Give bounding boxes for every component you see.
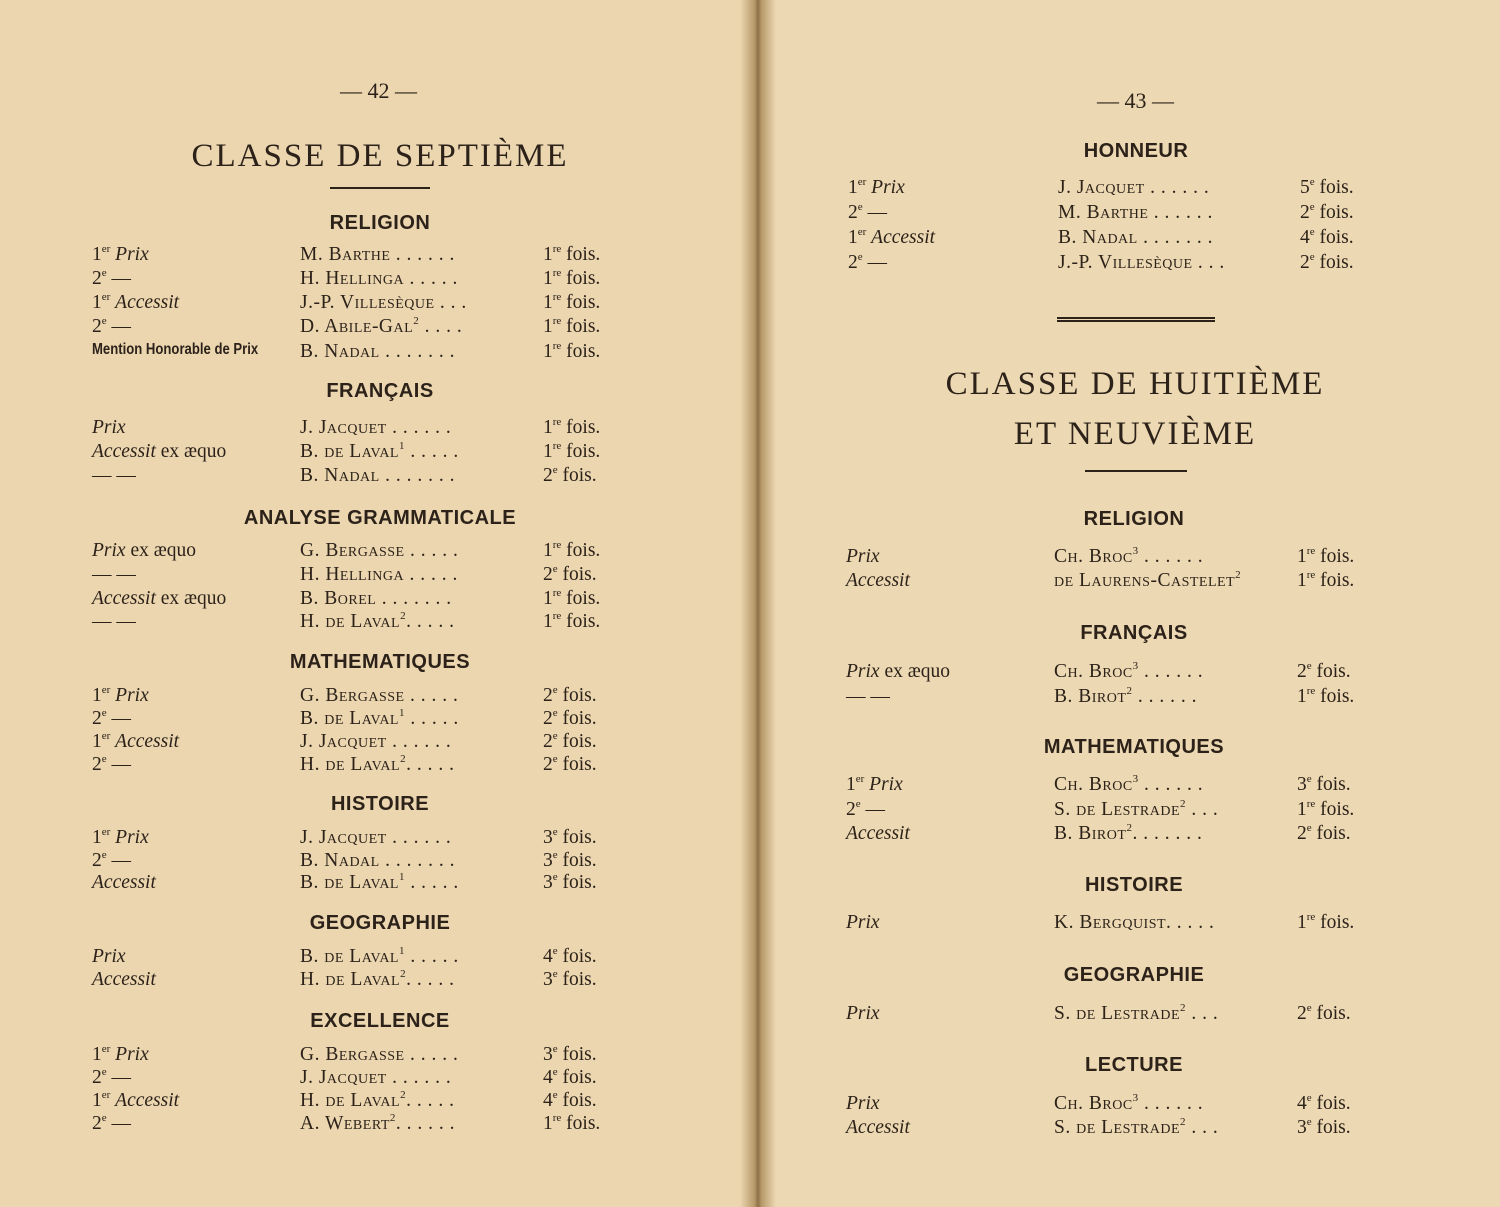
prize-count: 3e fois. <box>1297 1116 1351 1138</box>
student-name: B. Nadal . . . . . . . <box>1058 227 1213 248</box>
prize-count: 2e fois. <box>543 707 597 729</box>
award-rank: 1er Prix <box>92 1043 149 1065</box>
prize-count: 1re fois. <box>543 539 601 561</box>
award-rank: Prix <box>846 912 880 933</box>
prize-count: 1re fois. <box>543 340 601 362</box>
award-rank: Accessit <box>846 570 910 591</box>
prize-count: 4e fois. <box>543 1089 597 1111</box>
section-heading: ANALYSE GRAMMATICALE <box>243 507 517 529</box>
student-name: B. Nadal . . . . . . . <box>300 341 455 362</box>
award-rank: Accessit <box>846 1117 910 1138</box>
prize-count: 1re fois. <box>1297 685 1355 707</box>
award-rank: 1er Prix <box>92 243 149 265</box>
section-heading: FRANÇAIS <box>1080 622 1188 644</box>
prize-count: 2e fois. <box>543 563 597 585</box>
student-name: B. de Laval$^1$ . . . . . <box>300 440 459 462</box>
class-title-huitieme: CLASSE DE HUITIÈME <box>945 366 1325 402</box>
student-name: H. de Laval$^2$. . . . . <box>300 610 455 632</box>
section-heading: MATHEMATIQUES <box>1043 736 1225 758</box>
prize-count: 1re fois. <box>1297 569 1355 591</box>
student-name: B. de Laval$^1$ . . . . . <box>300 945 459 967</box>
student-name: M. Barthe . . . . . . <box>1058 202 1213 223</box>
award-rank: Accessit <box>92 872 156 893</box>
award-rank: 1er Accessit <box>92 1089 180 1111</box>
prize-count: 4e fois. <box>1297 1092 1351 1114</box>
student-name: B. de Laval$^1$ . . . . . <box>300 707 459 729</box>
student-name: S. de Lestrade$^2$ . . . <box>1054 798 1219 820</box>
prize-count: 1re fois. <box>543 440 601 462</box>
section-heading: LECTURE <box>1085 1054 1183 1076</box>
prize-count: 1re fois. <box>1297 545 1355 567</box>
student-name: H. de Laval$^2$. . . . . <box>300 753 455 775</box>
student-name: J. Jacquet . . . . . . <box>1058 177 1210 198</box>
award-rank: — — <box>846 686 890 707</box>
award-rank: Accessit <box>92 969 156 990</box>
student-name: Ch. Broc$^3$ . . . . . . <box>1054 660 1204 682</box>
student-name: D. Abile-Gal$^2$ . . . . <box>300 315 463 337</box>
student-name: H. de Laval$^2$. . . . . <box>300 1089 455 1111</box>
section-heading: HISTOIRE <box>1084 874 1184 896</box>
student-name: B. de Laval$^1$ . . . . . <box>300 871 459 893</box>
section-heading: RELIGION <box>1083 508 1185 530</box>
student-name: J. Jacquet . . . . . . <box>300 1067 452 1088</box>
prize-count: 1re fois. <box>543 291 601 313</box>
prize-count: 4e fois. <box>1300 226 1354 248</box>
student-name: B. Nadal . . . . . . . <box>300 465 455 486</box>
student-name: G. Bergasse . . . . . <box>300 685 459 706</box>
student-name: H. de Laval$^2$. . . . . <box>300 968 455 990</box>
award-rank: Accessit ex æquo <box>92 588 227 609</box>
title-rule-right <box>1085 470 1187 472</box>
prize-count: 2e fois. <box>543 464 597 486</box>
student-name: B. Nadal . . . . . . . <box>300 850 455 871</box>
award-rank: Accessit ex æquo <box>92 441 227 462</box>
award-rank: — — <box>92 611 136 632</box>
student-name: J.-P. Villesèque . . . <box>1058 252 1225 273</box>
title-rule-left <box>330 187 430 189</box>
award-rank: 1er Prix <box>846 773 903 795</box>
award-rank: — — <box>92 564 136 585</box>
student-name: H. Hellinga . . . . . <box>300 268 458 289</box>
student-name: J. Jacquet . . . . . . <box>300 417 452 438</box>
prize-count: 1re fois. <box>543 416 601 438</box>
student-name: J. Jacquet . . . . . . <box>300 731 452 752</box>
award-rank: Prix <box>846 546 880 567</box>
award-rank: 2e — <box>848 251 888 273</box>
prize-count: 4e fois. <box>543 1066 597 1088</box>
section-heading: RELIGION <box>329 212 431 234</box>
prize-count: 1re fois. <box>543 267 601 289</box>
award-rank: 1er Prix <box>848 176 905 198</box>
prize-count: 3e fois. <box>543 826 597 848</box>
page-number-left: — 42 — <box>340 78 417 103</box>
student-name: K. Bergquist. . . . . <box>1054 912 1215 933</box>
award-rank: 1er Accessit <box>848 226 936 248</box>
student-name: B. Birot$^2$. . . . . . . <box>1054 822 1203 844</box>
prize-count: 3e fois. <box>1297 773 1351 795</box>
prize-count: 2e fois. <box>1297 1002 1351 1024</box>
prize-count: 3e fois. <box>543 968 597 990</box>
student-name: J.-P. Villesèque . . . <box>300 292 467 313</box>
section-heading: MATHEMATIQUES <box>289 651 471 673</box>
award-rank: 2e — <box>92 1112 132 1134</box>
prize-count: 4e fois. <box>543 945 597 967</box>
award-rank: 2e — <box>92 753 132 775</box>
award-rank: Prix ex æquo <box>846 661 950 682</box>
award-rank: 2e — <box>92 267 132 289</box>
student-name: J. Jacquet . . . . . . <box>300 827 452 848</box>
prize-count: 3e fois. <box>543 849 597 871</box>
section-heading-honneur: HONNEUR <box>1083 140 1189 162</box>
class-title-septieme: CLASSE DE SEPTIÈME <box>191 138 569 174</box>
student-name: G. Bergasse . . . . . <box>300 540 459 561</box>
section-heading: GEOGRAPHIE <box>309 912 451 934</box>
prize-count: 1re fois. <box>543 587 601 609</box>
award-rank: Prix ex æquo <box>92 540 196 561</box>
prize-count: 2e fois. <box>1297 822 1351 844</box>
student-name: S. de Lestrade$^2$ . . . <box>1054 1116 1219 1138</box>
prize-count: 2e fois. <box>1297 660 1351 682</box>
student-name: H. Hellinga . . . . . <box>300 564 458 585</box>
prize-count: 1re fois. <box>1297 911 1355 933</box>
book-gutter <box>740 0 776 1207</box>
prize-count: 1re fois. <box>543 610 601 632</box>
award-rank: 2e — <box>92 1066 132 1088</box>
prize-count: 1re fois. <box>543 1112 601 1134</box>
prize-count: 2e fois. <box>543 753 597 775</box>
prize-count: 5e fois. <box>1300 176 1354 198</box>
award-rank: Prix <box>92 417 126 438</box>
section-heading: FRANÇAIS <box>326 380 434 402</box>
award-rank: Prix <box>92 946 126 967</box>
award-rank: 1er Accessit <box>92 730 180 752</box>
student-name: M. Barthe . . . . . . <box>300 244 455 265</box>
award-rank: 2e — <box>846 798 886 820</box>
award-rank: 1er Accessit <box>92 291 180 313</box>
prize-count: 3e fois. <box>543 871 597 893</box>
award-rank: 2e — <box>92 315 132 337</box>
student-name: de Laurens-Castelet$^2$ <box>1054 569 1242 591</box>
prize-count: 2e fois. <box>1300 201 1354 223</box>
prize-count: 1re fois. <box>1297 798 1355 820</box>
section-heading: HISTOIRE <box>330 793 430 815</box>
prize-count: 3e fois. <box>543 1043 597 1065</box>
double-rule <box>1057 317 1215 322</box>
student-name: S. de Lestrade$^2$ . . . <box>1054 1002 1219 1024</box>
student-name: B. Borel . . . . . . . <box>300 588 452 609</box>
award-rank: 1er Prix <box>92 684 149 706</box>
award-rank: — — <box>92 465 136 486</box>
prize-count: 1re fois. <box>543 243 601 265</box>
student-name: B. Birot$^2$ . . . . . . <box>1054 685 1197 707</box>
prize-count: 2e fois. <box>543 730 597 752</box>
award-rank: Prix <box>846 1003 880 1024</box>
prize-count: 2e fois. <box>543 684 597 706</box>
award-rank: 2e — <box>92 707 132 729</box>
award-rank: 2e — <box>848 201 888 223</box>
prize-count: 1re fois. <box>543 315 601 337</box>
class-title-neuvieme: ET NEUVIÈME <box>1013 416 1257 452</box>
student-name: Ch. Broc$^3$ . . . . . . <box>1054 773 1204 795</box>
award-rank: 1er Prix <box>92 826 149 848</box>
student-name: Ch. Broc$^3$ . . . . . . <box>1054 545 1204 567</box>
award-rank: 2e — <box>92 849 132 871</box>
award-rank: Accessit <box>846 823 910 844</box>
section-heading: GEOGRAPHIE <box>1063 964 1205 986</box>
prize-count: 2e fois. <box>1300 251 1354 273</box>
student-name: G. Bergasse . . . . . <box>300 1044 459 1065</box>
page-number-right: — 43 — <box>1097 88 1174 113</box>
student-name: A. Webert$^2$. . . . . . <box>300 1112 456 1134</box>
booklet-spread: — 42 — CLASSE DE SEPTIÈME RELIGION 1er Prix M. Barthe . . . . . . 1re fois. 2e — H. Hellinga . . . . . 1re fois. 1er Accessit J.-P. Villesèque . . . 1re fois. 2e — D. Abile-Gal$^2$ . . . . 1re fois. Mention Honorable de Prix B. Nadal . . . . . . . 1re fois. FRANÇAIS Prix J. Jacquet . . . . . . 1re fois. Accessit ex æquo B. de Laval$^1$ . . . . . 1re fois. — — B. Nadal . . . . . . . 2e fois. ANALYSE GRAMMATICALE Prix ex æquo G. Bergasse . . . . . 1re fois. — — H. Hellinga . . . . . 2e fois. Accessit ex æquo B. Borel . . . . . . . 1re fois. — — H. de Laval$^2$. . . . . 1re fois. MATHEMATIQUES 1er Prix G. Bergasse . . . . . 2e fois. 2e — B. de Laval$^1$ . . . . . 2e fois. 1er Accessit J. Jacquet . . . . . . 2e fois. 2e — H. de Laval$^2$. . . . . 2e fois. HISTOIRE 1er Prix J. Jacquet . . . . . . 3e fois. 2e — B. Nadal . . . . . . . 3e fois. Accessit B. de Laval$^1$ . . . . . 3e fois. GEOGRAPHIE Prix B. de Laval$^1$ . . . . . 4e fois. Accessit H. de Laval$^2$. . . . . 3e fois. EXCELLENCE 1er Prix G. Bergasse . . . . . 3e fois. 2e — J. Jacquet . . . . . . 4e fois. 1er Accessit H. de Laval$^2$. . . . . 4e fois. 2e — A. Webert$^2$. . . . . . 1re fois. — 43 — HONNEUR 1er Prix J. Jacquet . . . . . . 5e fois. 2e — M. Barthe . . . . . . 2e fois. 1er Accessit B. Nadal . . . . . . . 4e fois. 2e — J.-P. Villesèque . . . 2e fois. CLASSE DE HUITIÈME ET NEUVIÈME RELIGION Prix Ch. Broc$^3$ . . . . . . 1re fois. Accessit de Laurens-Castelet$^2$ 1re fois. FRANÇAIS Prix ex æquo Ch. Broc$^3$ . . . . . . 2e fois. — — B. Birot$^2$ . . . . . . 1re fois. MATHEMATIQUES 1er Prix Ch. Broc$^3$ . . . . . . 3e fois. 2e — S. de Lestrade$^2$ . . . 1re fois. Accessit B. Birot$^2$. . . . . . . 2e fois. HISTOIRE Prix K. Bergquist. . . . . 1re fois. GEOGRAPHIE Prix S. de Lestrade$^2$ . . . 2e fois. LECTURE Prix Ch. Broc$^3$ . . . . . . 4e fois. Accessit S. de Lestrade$^2$ . . . 3e fois. <box>0 0 1500 1207</box>
student-name: Ch. Broc$^3$ . . . . . . <box>1054 1092 1204 1114</box>
award-rank: Prix <box>846 1093 880 1114</box>
section-heading: EXCELLENCE <box>310 1010 450 1032</box>
